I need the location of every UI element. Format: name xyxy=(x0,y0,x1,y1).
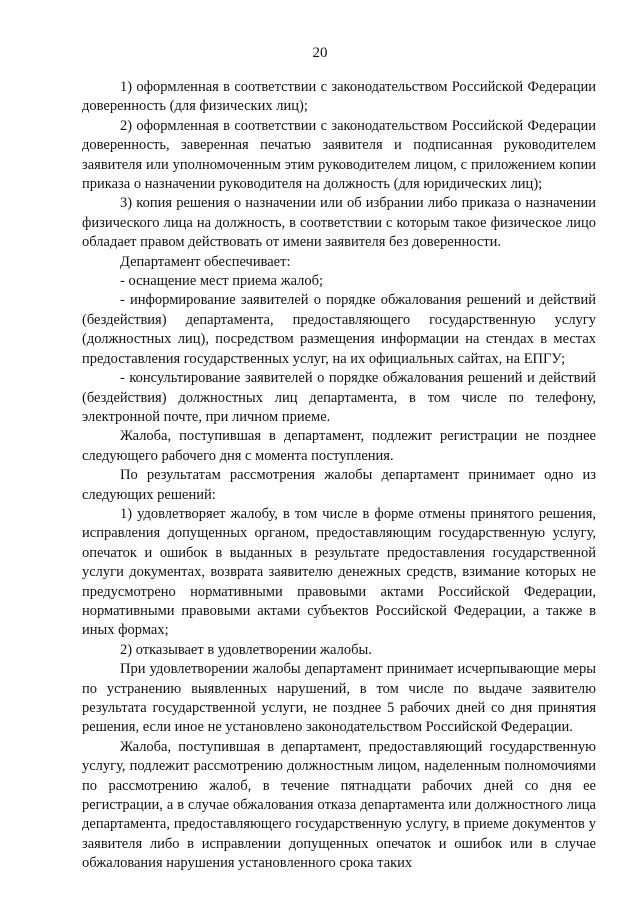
paragraph-11: 2) отказывает в удовлетворении жалобы. xyxy=(120,641,372,658)
page-number: 20 xyxy=(312,45,328,61)
paragraph-13: Жалоба, поступившая в департамент, предоставляющий государственную услугу, подлежит рассмотрению должностным лицом, наделенным полномочиями по рассмотрению жалоб, в течение пятнадцати рабочих дней со дня ее регистрации, а в случае обжалования отказа департамента или должностного лица департамента, предоставляющего государственную услугу, в приеме документов у заявителя либо в исправлении допущенных опечаток и ошибок или в случае обжалования нарушения установленного срока таких xyxy=(82,738,596,872)
paragraph-6: - информирование заявителей о порядке обжалования решений и действий (бездействия) департамента, предоставляющего государственную услугу (должностных лиц), посредством размещения информации на стендах в местах предоставления государственных услуг, на их официальных сайтах, на ЕПГУ; xyxy=(82,292,596,367)
paragraph-9: По результатам рассмотрения жалобы департамент принимает одно из следующих решений: xyxy=(82,467,596,503)
paragraph-8: Жалоба, поступившая в департамент, подлежит регистрации не позднее следующего рабочего дня с момента поступления. xyxy=(82,428,596,464)
body-text xyxy=(82,78,596,874)
paragraph-12: При удовлетворении жалобы департамент принимает исчерпывающие меры по устранению выявленных нарушений, в том числе по выдаче заявителю результата государственной услуги, не позднее 5 рабочих дней со дня принятия решения, если иное не установлено законодательством Российской Федерации. xyxy=(82,661,596,736)
paragraph-7: - консультирование заявителей о порядке обжалования решений и действий (бездействия) должностных лиц департамента, в том числе по телефону, электронной почте, при личном приеме. xyxy=(82,370,596,425)
paragraph-1: 1) оформленная в соответствии с законодательством Российской Федерации доверенность (для физических лиц); xyxy=(82,79,596,115)
paragraph-3: 3) копия решения о назначении или об избрании либо приказа о назначении физического лица на должность, в соответствии с которым такое физическое лицо обладает правом действовать от имени заявителя без доверенности. xyxy=(82,195,596,251)
paragraph-4: Департамент обеспечивает: xyxy=(120,253,291,270)
paragraph-2: 2) оформленная в соответствии с законодательством Российской Федерации доверенность, заверенная печатью заявителя и подписанная руководителем заявителя или уполномоченным этим руководителем лицом, с приложением копии приказа о назначении руководителя на должность (для юридических лиц); xyxy=(82,117,596,193)
paragraph-5: - оснащение мест приема жалоб; xyxy=(120,273,324,290)
paragraph-10: 1) удовлетворяет жалобу, в том числе в форме отмены принятого решения, исправления допущенных органом, предоставляющим государственную услугу, опечаток и ошибок в выданных в результате предоставления государственной услуги документах, возврата заявителю денежных средств, взимание которых не предусмотрено нормативными правовыми актами Российской Федерации, нормативными правовыми актами субъектов Российской Федерации, а также в иных формах; xyxy=(82,505,596,639)
